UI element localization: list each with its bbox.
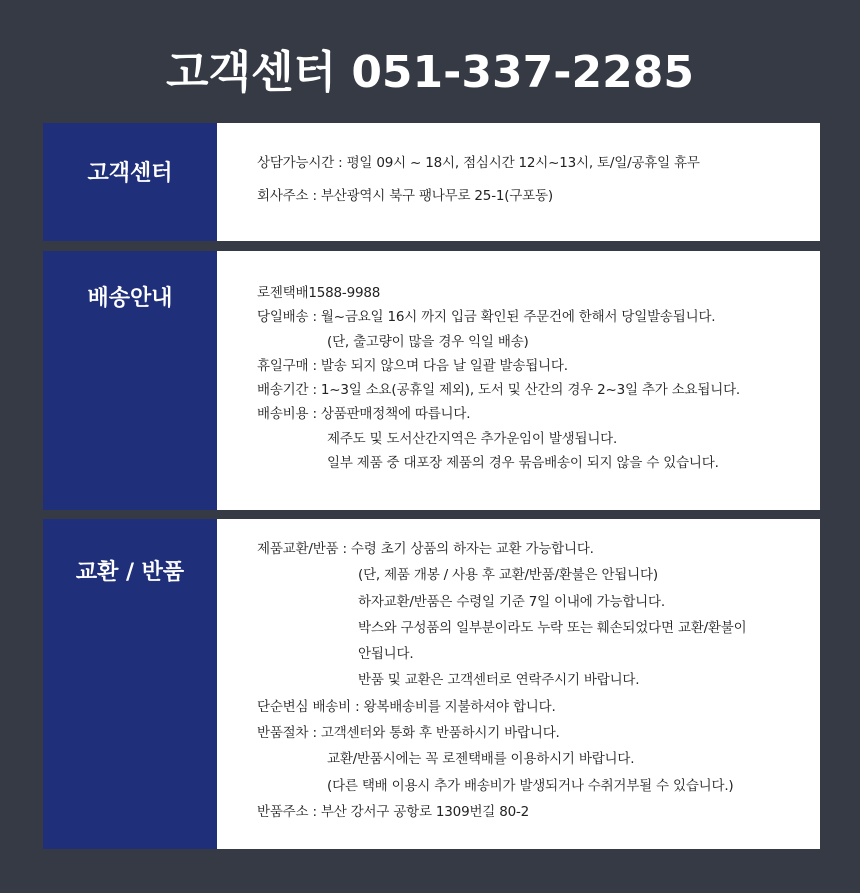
section-label — [43, 123, 217, 241]
section-label-text: 고객센터 — [87, 161, 173, 186]
section-returns — [43, 519, 820, 849]
same-day-shipping-text: 당일배송 : 월~금요일 16시 까지 입금 확인된 주문건에 한해서 당일발송됩니다. — [257, 309, 716, 326]
return-procedure-text: 반품절차 : 고객센터와 통화 후 반품하시기 바랍니다. — [257, 725, 560, 742]
exchange-return-note-text: (단, 제품 개봉 / 사용 후 교환/반품/환불은 안됩니다) — [358, 567, 658, 584]
shipping-period-text: 배송기간 : 1~3일 소요(공휴일 제외), 도서 및 산간의 경우 2~3일 추가 소요됩니다. — [257, 382, 740, 399]
section-body — [217, 519, 820, 849]
exchange-return-note-text: 반품 및 교환은 고객센터로 연락주시기 바랍니다. — [358, 672, 640, 689]
shipping-cost-note-text: 일부 제품 중 대포장 제품의 경우 묶음배송이 되지 않을 수 있습니다. — [327, 455, 719, 472]
shipping-cost-text: 배송비용 : 상품판매정책에 따릅니다. — [257, 406, 471, 423]
holiday-purchase-text: 휴일구매 : 발송 되지 않으며 다음 날 일괄 발송됩니다. — [257, 357, 568, 374]
return-address-text: 반품주소 : 부산 강서구 공항로 1309번길 80-2 — [257, 803, 530, 820]
shipping-cost-note-text: 제주도 및 도서산간지역은 추가운임이 발생됩니다. — [327, 430, 618, 447]
section-customer-center — [43, 123, 820, 241]
company-address-text: 회사주소 : 부산광역시 북구 팽나무로 25-1(구포동) — [257, 188, 553, 204]
change-of-mind-fee-text: 단순변심 배송비 : 왕복배송비를 지불하셔야 합니다. — [257, 698, 556, 715]
exchange-return-text: 제품교환/반품 : 수령 초기 상품의 하자는 교환 가능합니다. — [257, 541, 594, 557]
return-procedure-note-text: (다른 택배 이용시 추가 배송비가 발생되거나 수취거부될 수 있습니다.) — [327, 777, 734, 794]
section-shipping — [43, 251, 820, 510]
section-label-text: 배송안내 — [87, 286, 173, 311]
section-label-text: 교환 / 반품 — [75, 560, 185, 585]
section-label — [43, 251, 217, 510]
page-title: 고객센터 051-337-2285 — [165, 47, 694, 98]
section-body — [217, 123, 820, 241]
courier-text: 로젠택배1588-9988 — [257, 285, 381, 301]
return-procedure-note-text: 교환/반품시에는 꼭 로젠택배를 이용하시기 바랍니다. — [327, 751, 635, 768]
section-label — [43, 519, 217, 849]
exchange-return-note-text: 박스와 구성품의 일부분이라도 누락 또는 훼손되었다면 교환/환불이 — [358, 619, 747, 636]
same-day-note-text: (단, 출고량이 많을 경우 익일 배송) — [327, 333, 529, 350]
consult-hours-text: 상담가능시간 : 평일 09시 ~ 18시, 점심시간 12시~13시, 토/일/공휴일 휴무 — [257, 155, 700, 171]
section-body — [217, 251, 820, 510]
exchange-return-note-text: 안됩니다. — [358, 646, 414, 663]
exchange-return-note-text: 하자교환/반품은 수령일 기준 7일 이내에 가능합니다. — [358, 593, 665, 610]
